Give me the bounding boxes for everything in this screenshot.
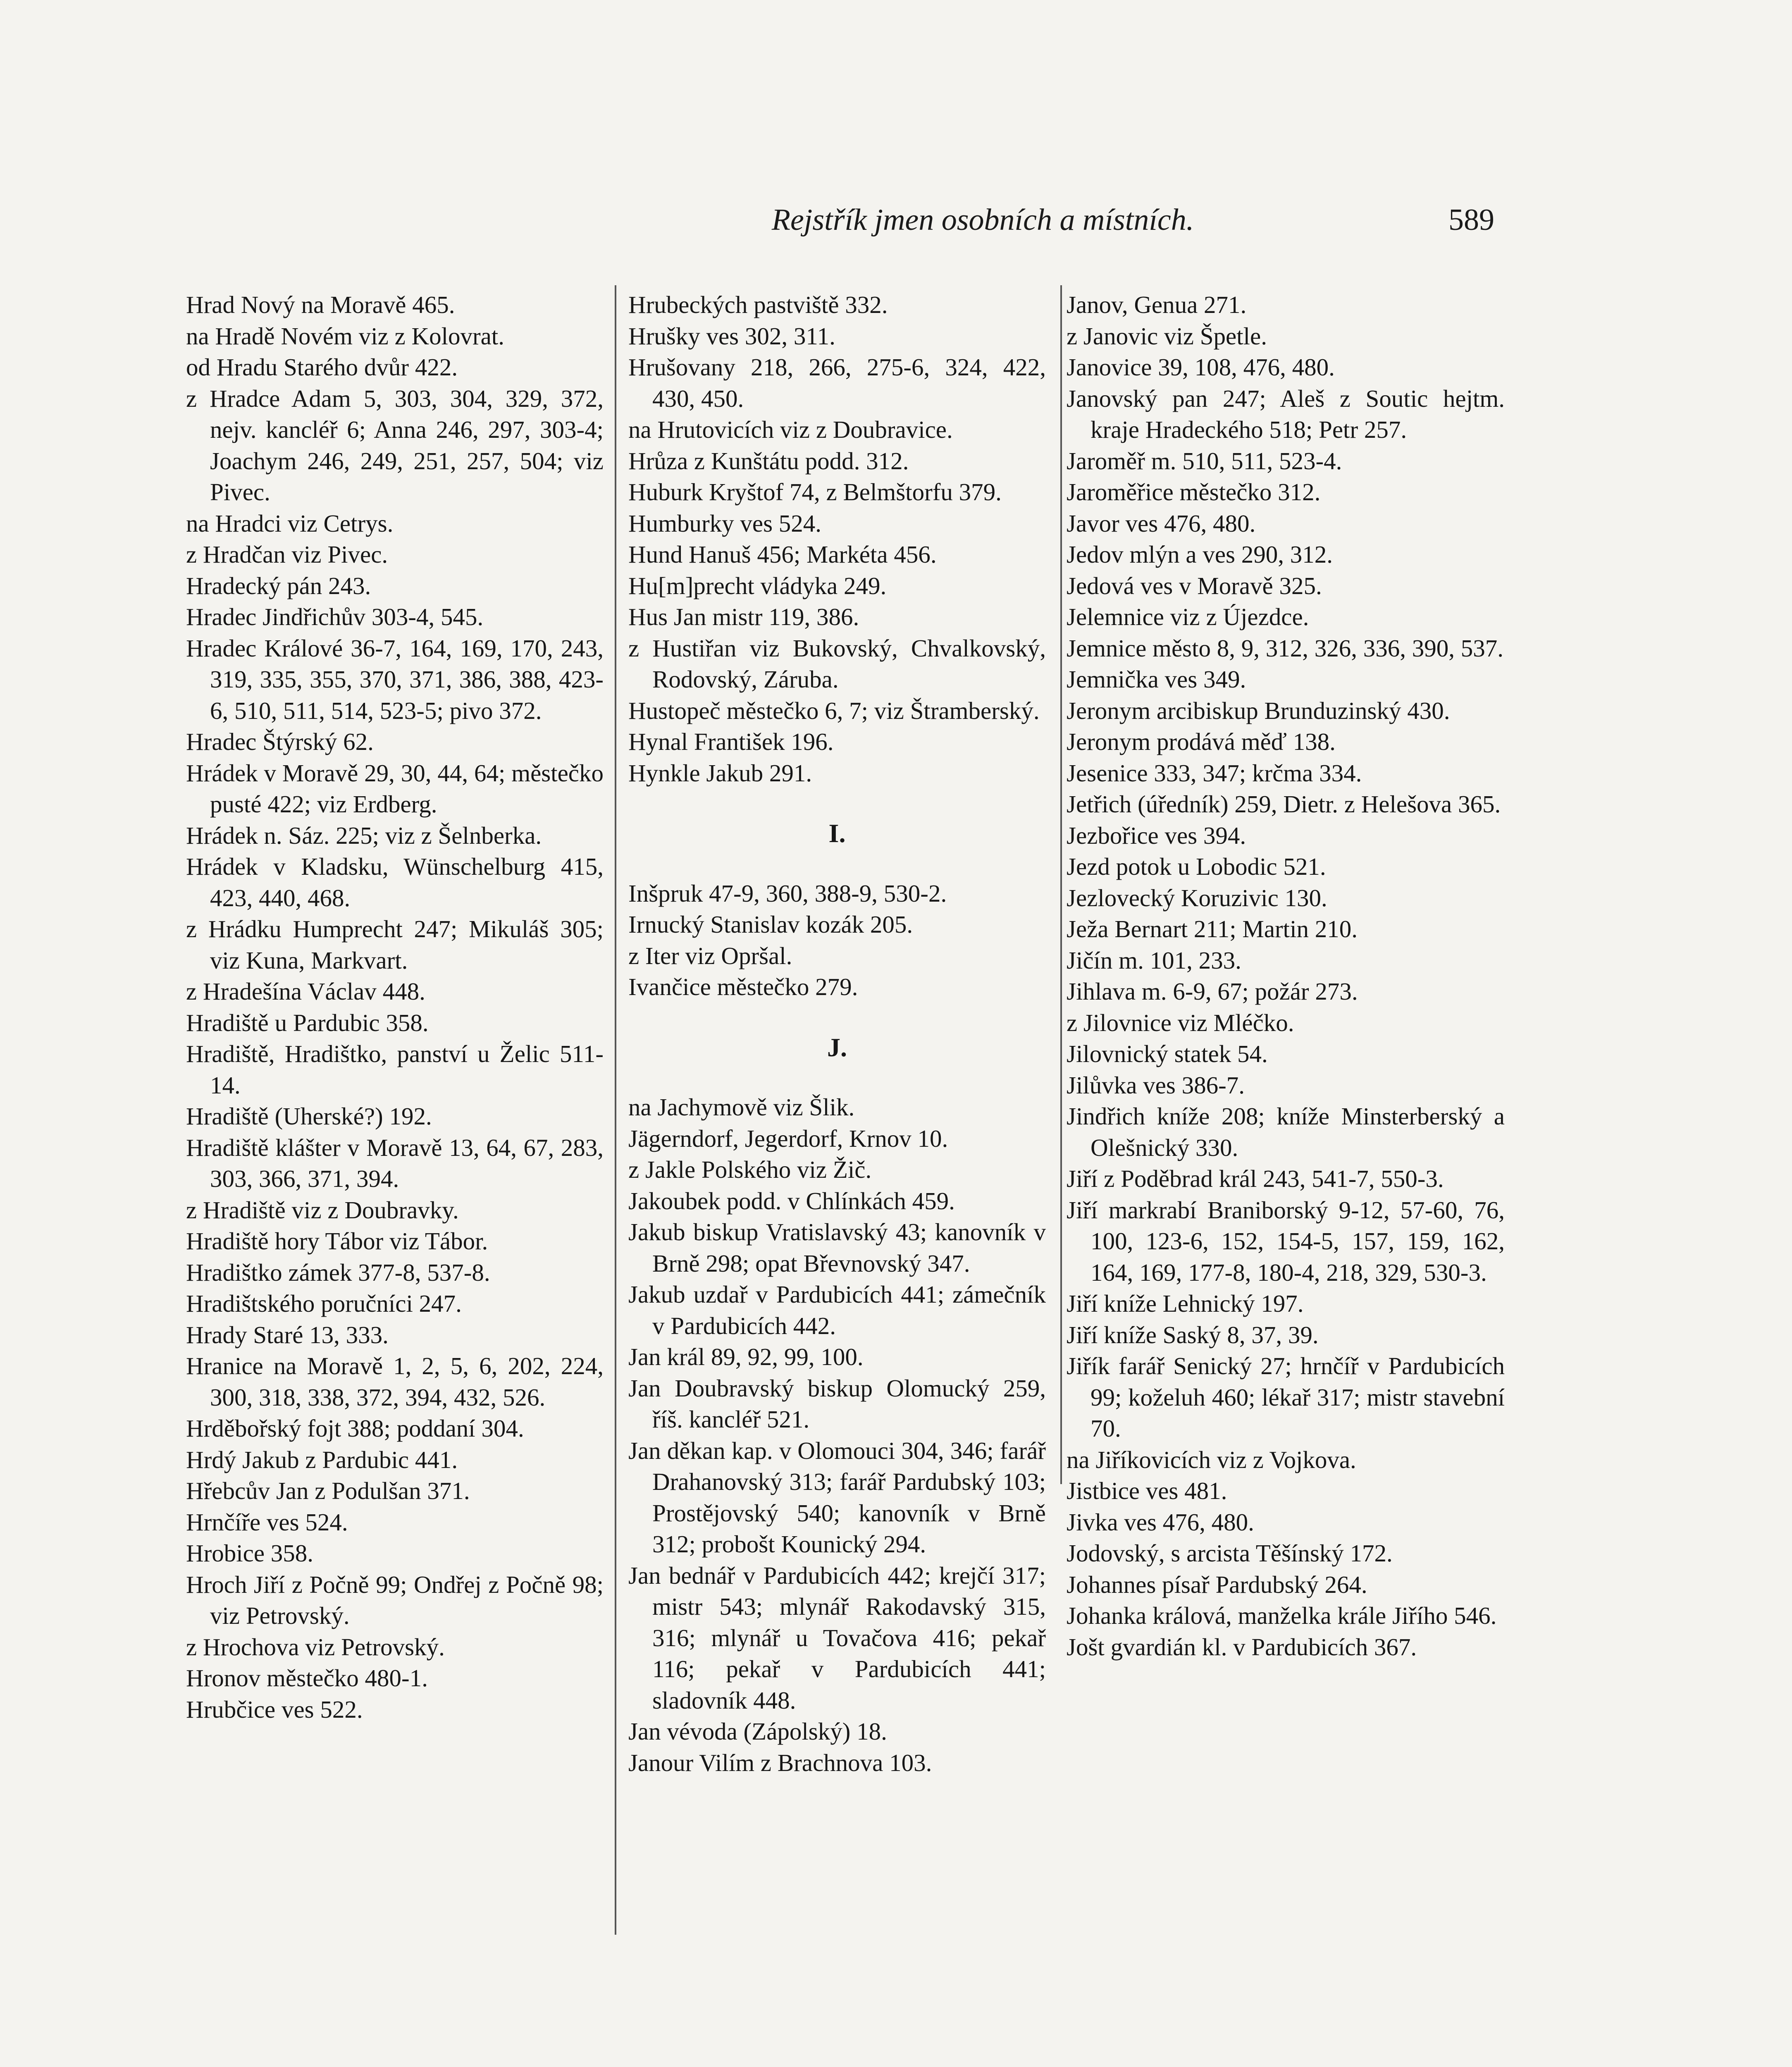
index-entry: Jindřich kníže 208; kníže Minsterberský a Olešnický 330. [1067, 1103, 1505, 1161]
index-column-3 [1067, 289, 1505, 1663]
index-entry: Hynkle Jakub 291. [628, 759, 812, 787]
index-entry: Hradecký pán 243. [186, 572, 371, 599]
index-entry: Jägerndorf, Jegerdorf, Krnov 10. [628, 1124, 948, 1152]
index-entry: Hus Jan mistr 119, 386. [628, 603, 859, 630]
index-entry: z Jilovnice viz Mléčko. [1067, 1009, 1294, 1036]
index-entry: Janour Vilím z Brachnova 103. [628, 1749, 932, 1776]
section-letter-heading: J. [827, 1032, 847, 1062]
index-entry: z Iter viz Opršal. [628, 942, 792, 969]
index-entry: Hradiště (Uherské?) 192. [186, 1103, 432, 1130]
page-header [595, 203, 1494, 248]
index-column-2 [628, 289, 1046, 1778]
index-entry: Hrnčíře ves 524. [186, 1508, 348, 1536]
index-entry: Janovský pan 247; Aleš z Soutic hejtm. kraje Hradeckého 518; Petr 257. [1067, 384, 1505, 443]
index-entry: Hroch Jiří z Počně 99; Ondřej z Počně 98; viz Petrovský. [186, 1571, 604, 1629]
index-entry: Jezd potok u Lobodic 521. [1067, 853, 1326, 880]
index-entry: Jakub uzdař v Pardubicích 441; zámečník v Pardubicích 442. [628, 1281, 1046, 1339]
index-entry: Jemnička ves 349. [1067, 666, 1246, 693]
index-entry: Hrděbořský fojt 388; poddaní 304. [186, 1415, 524, 1442]
index-entry: Hřebcův Jan z Podulšan 371. [186, 1477, 470, 1504]
index-entry: z Jakle Polského viz Žič. [628, 1156, 872, 1183]
index-entry: Johanka králová, manželka krále Jiřího 546. [1067, 1602, 1497, 1629]
index-entry: Hrobice 358. [186, 1540, 314, 1567]
index-entry: Hu[m]precht vládyka 249. [628, 572, 887, 599]
index-entry: Hradec Štýrský 62. [186, 728, 374, 755]
index-entry: Hrubčice ves 522. [186, 1695, 363, 1723]
index-entry: Jakoubek podd. v Chlínkách 459. [628, 1187, 955, 1215]
index-entry: na Hradě Novém viz z Kolovrat. [186, 322, 504, 350]
index-entry: Jan Doubravský biskup Olomucký 259, říš. kancléř 521. [628, 1374, 1046, 1433]
index-entry: z Hradiště viz z Doubravky. [186, 1196, 459, 1224]
index-entry: na Hrutovicích viz z Doubravice. [628, 416, 953, 443]
index-entry: z Hrochova viz Petrovský. [186, 1633, 445, 1661]
index-entry: Hradec Jindřichův 303-4, 545. [186, 603, 484, 630]
index-entry: Jilovnický statek 54. [1067, 1040, 1268, 1067]
index-entry: Hradec Králové 36-7, 164, 169, 170, 243, 319, 335, 355, 370, 371, 386, 388, 423-6, 510, 511, 514, 523-5; pivo 372. [186, 634, 604, 724]
index-entry: Jakub biskup Vratislavský 43; kanovník v Brně 298; opat Břevnovský 347. [628, 1218, 1046, 1277]
index-entry: Inšpruk 47-9, 360, 388-9, 530-2. [628, 879, 947, 907]
index-entry: Hrubeckých pastviště 332. [628, 291, 888, 318]
index-entry: Jiří kníže Saský 8, 37, 39. [1067, 1321, 1319, 1349]
index-entry: Hrady Staré 13, 333. [186, 1321, 389, 1349]
index-entry: Jihlava m. 6-9, 67; požár 273. [1067, 978, 1358, 1005]
index-entry: Hrušky ves 302, 311. [628, 322, 835, 350]
index-column-1 [186, 289, 604, 1725]
index-entry: Janovice 39, 108, 476, 480. [1067, 353, 1335, 381]
index-entry: Hradiště klášter v Moravě 13, 64, 67, 283, 303, 366, 371, 394. [186, 1134, 604, 1192]
index-entry: Jodovský, s arcista Těšínský 172. [1067, 1540, 1393, 1567]
index-entry: Hrad Nový na Moravě 465. [186, 291, 455, 318]
running-title: Rejstřík jmen osobních a místních. [771, 203, 1194, 237]
index-entry: Jiřík farář Senický 27; hrnčíř v Pardubicích 99; koželuh 460; lékař 317; mistr stavební 70. [1067, 1352, 1505, 1442]
index-entry: Jiří z Poděbrad král 243, 541-7, 550-3. [1067, 1165, 1444, 1192]
index-entry: Hradiště hory Tábor viz Tábor. [186, 1227, 488, 1255]
index-entry: Jeronym prodává měď 138. [1067, 728, 1336, 755]
index-entry: z Hradce Adam 5, 303, 304, 329, 372, nejv. kancléř 6; Anna 246, 297, 303-4; Joachym 246, 249, 251, 257, 504; viz Pivec. [186, 384, 604, 506]
index-entry: Jemnice město 8, 9, 312, 326, 336, 390, 537. [1067, 634, 1503, 662]
index-entry: Huburk Kryštof 74, z Belmštorfu 379. [628, 478, 1002, 506]
index-entry: Jičín m. 101, 233. [1067, 946, 1241, 974]
index-entry: Jelemnice viz z Újezdce. [1067, 603, 1309, 630]
index-entry: Hranice na Moravě 1, 2, 5, 6, 202, 224, 300, 318, 338, 372, 394, 432, 526. [186, 1352, 604, 1411]
index-entry: z Janovic viz Špetle. [1067, 322, 1267, 350]
index-entry: Jedov mlýn a ves 290, 312. [1067, 541, 1333, 568]
index-entry: Hradištko zámek 377-8, 537-8. [186, 1258, 490, 1286]
index-entry: Hrdý Jakub z Pardubic 441. [186, 1446, 458, 1473]
index-entry: Jan vévoda (Zápolský) 18. [628, 1718, 887, 1745]
column-divider [615, 285, 616, 1935]
index-entry: Hradiště u Pardubic 358. [186, 1009, 429, 1036]
index-entry: Jezbořice ves 394. [1067, 821, 1246, 849]
index-entry: Jaroměř m. 510, 511, 523-4. [1067, 447, 1342, 475]
index-entry: Jilůvka ves 386-7. [1067, 1071, 1245, 1099]
section-letter-heading: I. [828, 819, 846, 848]
index-entry: Jistbice ves 481. [1067, 1477, 1227, 1504]
index-entry: Javor ves 476, 480. [1067, 509, 1256, 537]
index-entry: na Jachymově viz Šlik. [628, 1093, 855, 1121]
index-entry: Hund Hanuš 456; Markéta 456. [628, 541, 937, 568]
index-entry: Hradiště, Hradištko, panství u Želic 511-14. [186, 1040, 604, 1099]
index-entry: Jošt gvardián kl. v Pardubicích 367. [1067, 1633, 1417, 1661]
index-entry: Janov, Genua 271. [1067, 291, 1247, 318]
index-entry: Jezlovecký Koruzivic 130. [1067, 884, 1327, 912]
index-entry: Hronov městečko 480-1. [186, 1664, 428, 1692]
index-entry: Jan děkan kap. v Olomouci 304, 346; farář Drahanovský 313; farář Pardubský 103; Prostějovský 540; kanovník v Brně 312; probošt Kounický 294. [628, 1437, 1046, 1558]
index-entry: Ježa Bernart 211; Martin 210. [1067, 915, 1358, 943]
index-entry: na Jiříkovicích viz z Vojkova. [1067, 1446, 1356, 1473]
index-entry: Hradištského poručníci 247. [186, 1290, 462, 1317]
index-entry: Johannes písař Pardubský 264. [1067, 1571, 1367, 1598]
index-entry: Irnucký Stanislav kozák 205. [628, 911, 913, 938]
index-entry: z Hustiřan viz Bukovský, Chvalkovský, Rodovský, Záruba. [628, 634, 1046, 693]
index-entry: Jiří kníže Lehnický 197. [1067, 1290, 1304, 1317]
index-entry: na Hradci viz Cetrys. [186, 509, 394, 537]
index-entry: z Hradčan viz Pivec. [186, 541, 388, 568]
index-entry: Jaroměřice městečko 312. [1067, 478, 1321, 506]
index-entry: Jivka ves 476, 480. [1067, 1508, 1254, 1536]
index-entry: Hrádek v Kladsku, Wünschelburg 415, 423, 440, 468. [186, 853, 604, 912]
index-entry: Hynal František 196. [628, 728, 834, 755]
index-entry: Ivančice městečko 279. [628, 973, 858, 1000]
index-entry: Hrušovany 218, 266, 275-6, 324, 422, 430, 450. [628, 353, 1046, 412]
index-entry: Jesenice 333, 347; krčma 334. [1067, 759, 1362, 787]
index-entry: Hustopeč městečko 6, 7; viz Štramberský. [628, 697, 1040, 724]
index-entry: z Hradešína Václav 448. [186, 978, 425, 1005]
index-entry: Jan král 89, 92, 99, 100. [628, 1343, 864, 1370]
index-entry: Humburky ves 524. [628, 509, 822, 537]
index-entry: od Hradu Starého dvůr 422. [186, 353, 458, 381]
index-entry: z Hrádku Humprecht 247; Mikuláš 305; viz Kuna, Markvart. [186, 915, 604, 974]
index-entry: Hrádek v Moravě 29, 30, 44, 64; městečko pusté 422; viz Erdberg. [186, 759, 604, 818]
column-divider [1060, 285, 1062, 1484]
page-number: 589 [1448, 203, 1494, 237]
index-entry: Jedová ves v Moravě 325. [1067, 572, 1322, 599]
index-entry: Hrádek n. Sáz. 225; viz z Šelnberka. [186, 821, 542, 849]
index-entry: Jeronym arcibiskup Brunduzinský 430. [1067, 697, 1450, 724]
index-entry: Jan bednář v Pardubicích 442; krejčí 317; mistr 543; mlynář Rakodavský 315, 316; mlynář u Tovačova 416; pekař 116; pekař v Pardubicích 441; sladovník 448. [628, 1561, 1046, 1714]
index-entry: Hrůza z Kunštátu podd. 312. [628, 447, 909, 475]
index-entry: Jiří markrabí Braniborský 9-12, 57-60, 76, 100, 123-6, 152, 154-5, 157, 159, 162, 164, 169, 177-8, 180-4, 218, 329, 530-3. [1067, 1196, 1505, 1286]
index-entry: Jetřich (úředník) 259, Dietr. z Helešova 365. [1067, 790, 1501, 818]
